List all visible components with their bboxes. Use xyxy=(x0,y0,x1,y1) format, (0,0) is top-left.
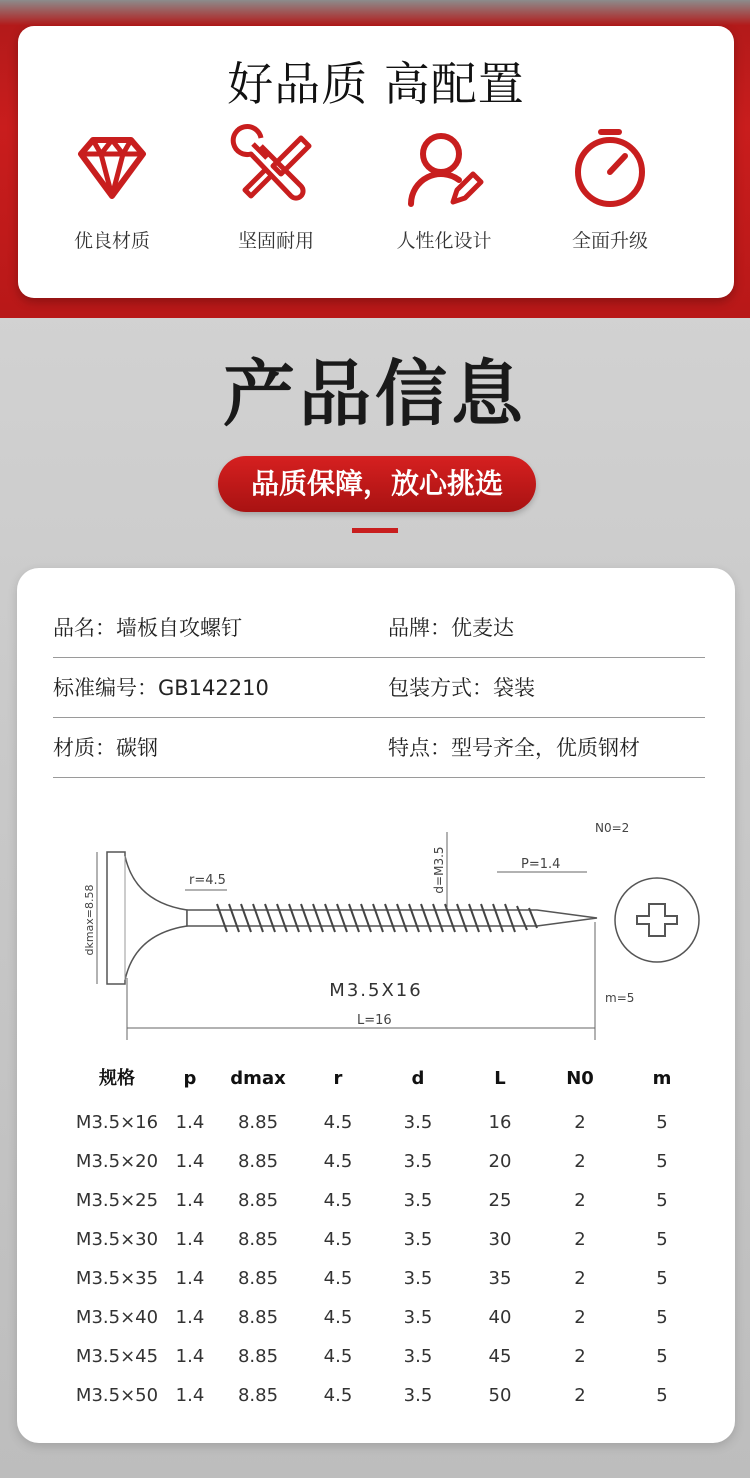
feature-label: 人性化设计 xyxy=(396,230,492,252)
dk-label: dkmax=8.58 xyxy=(83,884,96,956)
table-cell: 5 xyxy=(656,1151,668,1172)
table-cell: 4.5 xyxy=(323,1268,353,1289)
feature-design xyxy=(374,124,514,253)
table-cell: 3.5 xyxy=(403,1307,433,1328)
table-cell: 1.4 xyxy=(175,1307,205,1328)
table-cell: 8.85 xyxy=(237,1385,279,1406)
table-cell: 8.85 xyxy=(237,1268,279,1289)
product-packaging: 包装方式：袋装 xyxy=(388,676,535,700)
table-cell: 45 xyxy=(488,1346,512,1367)
table-row xyxy=(17,1186,735,1216)
table-row xyxy=(17,1342,735,1372)
table-cell: 4.5 xyxy=(323,1307,353,1328)
l-label: L=16 xyxy=(357,1013,392,1028)
table-cell: 5 xyxy=(656,1346,668,1367)
table-row xyxy=(17,1147,735,1177)
product-info-card xyxy=(17,568,735,1443)
diamond-icon xyxy=(67,124,157,214)
table-cell: M3.5×25 xyxy=(75,1190,159,1211)
table-header: m xyxy=(652,1068,672,1089)
table-cell: 3.5 xyxy=(403,1346,433,1367)
table-row xyxy=(17,1108,735,1138)
table-cell: 8.85 xyxy=(237,1190,279,1211)
product-brand: 品牌：优麦达 xyxy=(388,616,514,640)
table-header: p xyxy=(183,1068,197,1089)
table-header: r xyxy=(333,1068,343,1089)
info-row xyxy=(53,598,705,658)
table-cell: 1.4 xyxy=(175,1190,205,1211)
table-cell: 5 xyxy=(656,1385,668,1406)
table-cell: 30 xyxy=(488,1229,512,1250)
feature-upgrade xyxy=(540,124,680,253)
table-header: N0 xyxy=(566,1068,594,1089)
section-title: 产品信息 xyxy=(222,352,527,436)
d-label: d=M3.5 xyxy=(432,846,446,894)
quality-title: 好品质 高配置 xyxy=(227,57,525,111)
table-row xyxy=(17,1225,735,1255)
table-cell: 2 xyxy=(574,1307,586,1328)
table-cell: 1.4 xyxy=(175,1112,205,1133)
accent-divider xyxy=(352,528,398,533)
table-cell: M3.5×50 xyxy=(75,1385,159,1406)
table-cell: 3.5 xyxy=(403,1151,433,1172)
feature-material xyxy=(42,124,182,253)
product-material: 材质：碳钢 xyxy=(53,736,158,760)
table-cell: 2 xyxy=(574,1268,586,1289)
table-cell: 1.4 xyxy=(175,1268,205,1289)
r-label: r=4.5 xyxy=(189,873,226,888)
table-cell: 3.5 xyxy=(403,1190,433,1211)
table-cell: 8.85 xyxy=(237,1229,279,1250)
table-cell: 2 xyxy=(574,1346,586,1367)
table-cell: 5 xyxy=(656,1307,668,1328)
table-cell: 20 xyxy=(488,1151,512,1172)
n0-label: N0=2 xyxy=(595,821,630,835)
table-cell: 5 xyxy=(656,1112,668,1133)
table-cell: 1.4 xyxy=(175,1385,205,1406)
wrench-screwdriver-icon xyxy=(231,124,321,214)
table-cell: 35 xyxy=(488,1268,512,1289)
table-cell: 1.4 xyxy=(175,1346,205,1367)
table-cell: 50 xyxy=(488,1385,512,1406)
table-cell: 4.5 xyxy=(323,1190,353,1211)
table-header: dmax xyxy=(230,1068,286,1089)
info-row xyxy=(53,658,705,718)
subtitle-pill: 品质保障，放心挑选 xyxy=(218,456,536,512)
table-header: 规格 xyxy=(99,1068,135,1089)
table-cell: 3.5 xyxy=(403,1385,433,1406)
p-label: P=1.4 xyxy=(521,857,561,872)
table-cell: 5 xyxy=(656,1229,668,1250)
table-cell: 3.5 xyxy=(403,1268,433,1289)
m-label: m=5 xyxy=(605,991,635,1005)
table-cell: 16 xyxy=(488,1112,512,1133)
table-cell: 2 xyxy=(574,1385,586,1406)
table-cell: M3.5×40 xyxy=(75,1307,159,1328)
table-cell: 8.85 xyxy=(237,1346,279,1367)
product-features: 特点：型号齐全，优质钢材 xyxy=(388,736,640,760)
table-cell: 2 xyxy=(574,1190,586,1211)
table-row xyxy=(17,1303,735,1333)
table-header: L xyxy=(494,1068,506,1089)
table-cell: 4.5 xyxy=(323,1385,353,1406)
table-cell: 4.5 xyxy=(323,1229,353,1250)
table-header-row xyxy=(17,1064,735,1094)
table-cell: 1.4 xyxy=(175,1229,205,1250)
table-cell: 8.85 xyxy=(237,1112,279,1133)
feature-label: 全面升级 xyxy=(571,230,648,252)
table-cell: 2 xyxy=(574,1151,586,1172)
table-header: d xyxy=(411,1068,425,1089)
product-name: 品名：墙板自攻螺钉 xyxy=(53,616,242,640)
table-cell: 4.5 xyxy=(323,1151,353,1172)
table-cell: 3.5 xyxy=(403,1112,433,1133)
table-cell: 3.5 xyxy=(403,1229,433,1250)
user-pen-icon xyxy=(399,124,489,214)
table-cell: 40 xyxy=(488,1307,512,1328)
table-cell: M3.5×30 xyxy=(75,1229,159,1250)
stopwatch-icon xyxy=(565,124,655,214)
feature-label: 优良材质 xyxy=(73,230,150,252)
table-cell: M3.5×35 xyxy=(75,1268,159,1289)
product-standard: 标准编号：GB142210 xyxy=(53,676,269,700)
table-cell: 5 xyxy=(656,1190,668,1211)
table-cell: 8.85 xyxy=(237,1307,279,1328)
table-cell: M3.5×20 xyxy=(75,1151,159,1172)
table-cell: 1.4 xyxy=(175,1151,205,1172)
table-cell: 2 xyxy=(574,1112,586,1133)
table-cell: 8.85 xyxy=(237,1151,279,1172)
quality-card xyxy=(18,26,734,298)
table-cell: 4.5 xyxy=(323,1346,353,1367)
table-cell: 2 xyxy=(574,1229,586,1250)
table-cell: 5 xyxy=(656,1268,668,1289)
table-row xyxy=(17,1264,735,1294)
table-cell: M3.5×16 xyxy=(75,1112,159,1133)
table-cell: 4.5 xyxy=(323,1112,353,1133)
info-row xyxy=(53,718,705,778)
table-row xyxy=(17,1381,735,1411)
feature-durable xyxy=(206,124,346,253)
table-cell: M3.5×45 xyxy=(75,1346,159,1367)
table-cell: 25 xyxy=(488,1190,512,1211)
feature-label: 坚固耐用 xyxy=(237,230,314,252)
diagram-caption: M3.5X16 xyxy=(329,980,423,1001)
